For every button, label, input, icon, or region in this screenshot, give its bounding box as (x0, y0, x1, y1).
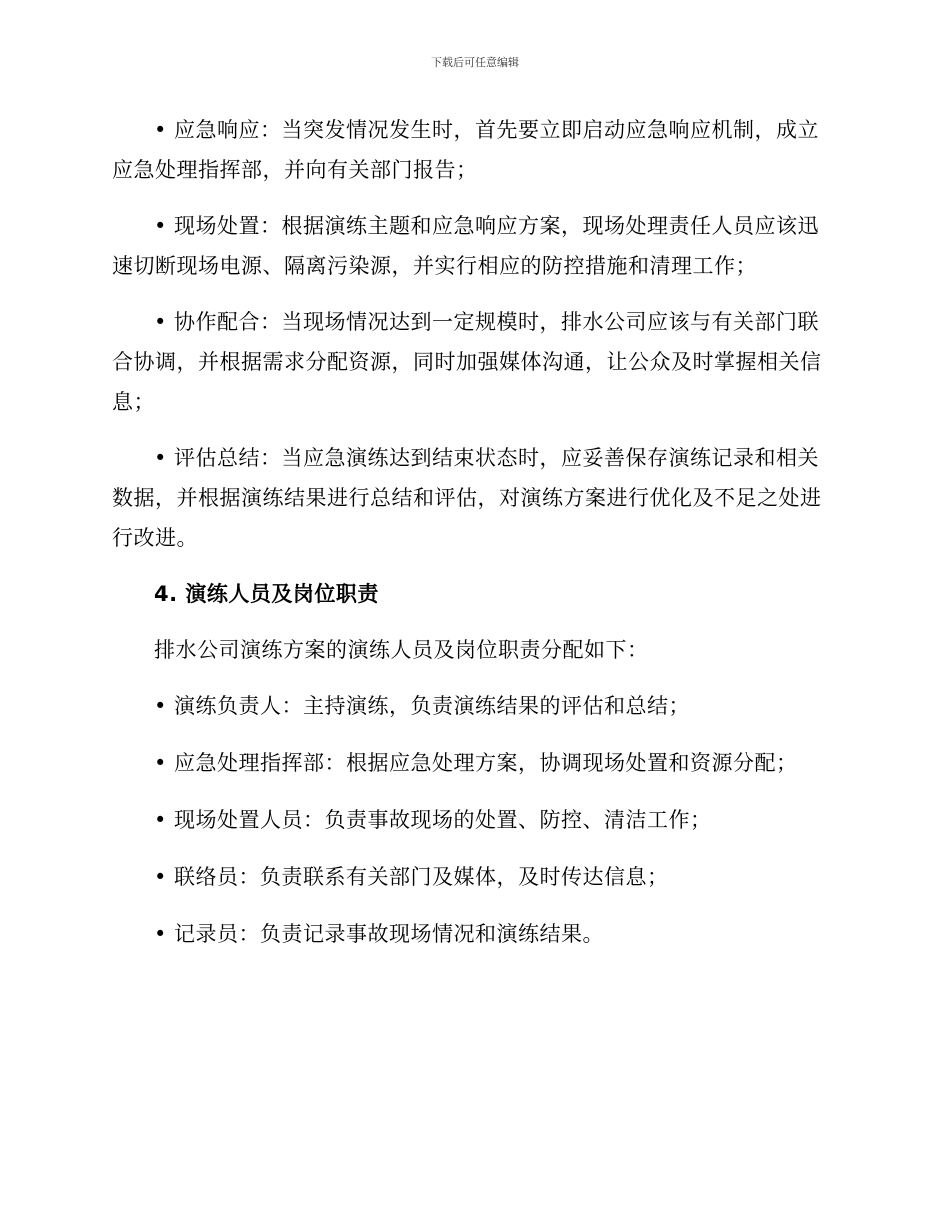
paragraph-cooperation: • 协作配合：当现场情况达到一定规模时，排水公司应该与有关部门联合协调，并根据需求分配资源，同时加强媒体沟通，让公众及时掌握相关信息； (112, 310, 822, 414)
role-drill-leader: • 演练负责人：主持演练，负责演练结果的评估和总结； (154, 694, 691, 718)
section-intro: 排水公司演练方案的演练人员及岗位职责分配如下： (154, 638, 649, 662)
paragraph-evaluation-summary: • 评估总结：当应急演练达到结束状态时，应妥善保存演练记录和相关数据，并根据演练结果进行总结和评估，对演练方案进行优化及不足之处进行改进。 (112, 446, 822, 550)
paragraph-emergency-response: • 应急响应：当突发情况发生时，首先要立即启动应急响应机制，成立应急处理指挥部，并向有关部门报告； (112, 118, 820, 182)
role-recorder: • 记录员：负责记录事故现场情况和演练结果。 (154, 922, 605, 946)
role-command-center: • 应急处理指挥部：根据应急处理方案，协调现场处置和资源分配； (154, 751, 798, 775)
role-liaison: • 联络员：负责联系有关部门及媒体，及时传达信息； (154, 865, 669, 889)
document-body (112, 110, 838, 971)
paragraph-onsite-handling: • 现场处置：根据演练主题和应急响应方案，现场处理责任人员应该迅速切断现场电源、隔离污染源，并实行相应的防控措施和清理工作； (112, 214, 820, 278)
section-title: 4. 演练人员及岗位职责 (154, 582, 379, 606)
role-onsite-staff: • 现场处置人员：负责事故现场的处置、防控、清洁工作； (154, 808, 712, 832)
page-header: 下载后可任意编辑 (431, 56, 519, 69)
